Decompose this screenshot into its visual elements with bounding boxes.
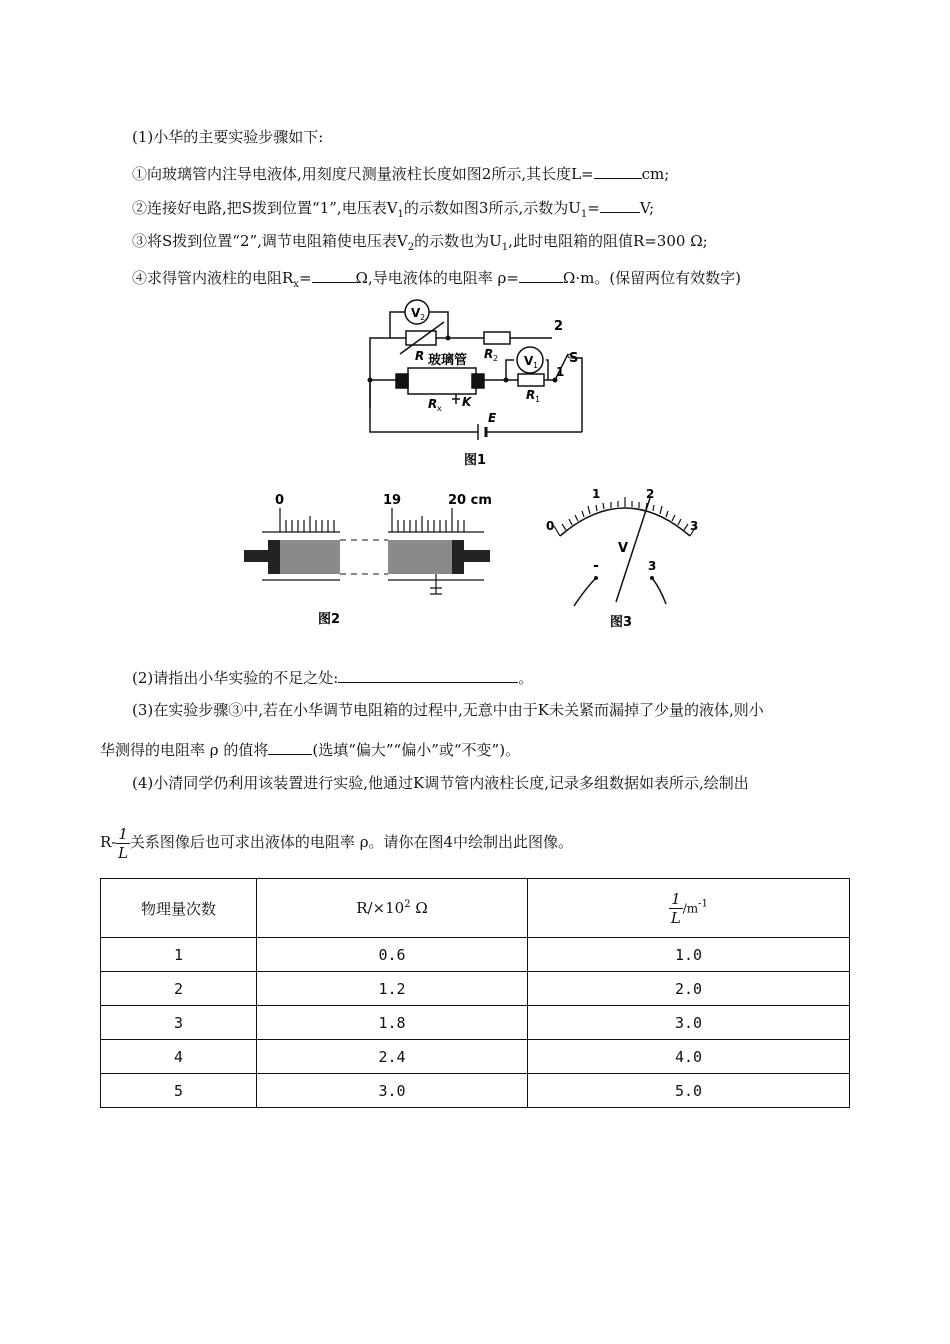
table-row (101, 1040, 850, 1074)
answer-blank-length[interactable] (594, 162, 642, 179)
fig1-caption: 图1 (464, 453, 487, 468)
q1-step4-sub-x: x (293, 279, 299, 290)
table-header-inverse-l (528, 879, 850, 938)
fig3-unit-v: V (618, 541, 629, 556)
table-cell-r: 2.4 (257, 1040, 528, 1074)
fig1-r2-sub: 2 (493, 354, 499, 363)
table-cell-r: 1.8 (257, 1006, 528, 1040)
q1-step3-sub-v2: 2 (407, 242, 415, 253)
fig3-tick-2: 2 (646, 487, 655, 501)
q3-line2 (100, 738, 520, 760)
fig3-terminal-3: 3 (648, 559, 657, 573)
q4-fraction-den: L (118, 843, 129, 862)
figure-1-circuit (360, 296, 600, 476)
table-header-inverse-l-sup: -1 (698, 898, 708, 909)
fig1-e-label: E (488, 411, 497, 425)
fig1-s-label: S (569, 351, 579, 366)
table-cell-count: 4 (101, 1040, 257, 1074)
fig1-pos2-label: 2 (554, 319, 564, 334)
q1-step1-text: ①向玻璃管内注导电液体,用刻度尺测量液柱长度如图2所示,其长度L= (132, 165, 594, 183)
fig1-v2-sub: 2 (420, 313, 426, 322)
table-row (101, 972, 850, 1006)
q4-text-b2: 关系图像后也可求出液体的电阻率 ρ。请你在图4中绘制出此图像。 (129, 833, 574, 851)
q2-end: 。 (518, 669, 534, 687)
table-header-r-sup: 2 (404, 899, 411, 910)
fig1-r2-label: R (484, 347, 494, 361)
table-header-r-unit: Ω (410, 899, 428, 917)
q1-step2-text-a: ②连接好电路,把S拨到位置“1”,电压表V (132, 199, 398, 217)
fig1-pos1-label: 1 (556, 365, 565, 379)
q1-step4-text-d: Ω·m。(保留两位有效数字) (562, 269, 742, 287)
q3-line1: (3)在实验步骤③中,若在小华调节电阻箱的过程中,无意中由于K未关紧而漏掉了少量的液体,则小 (132, 701, 764, 719)
fig1-rx-sub: x (437, 404, 442, 413)
q1-step3-text-b: 的示数也为U (414, 232, 502, 250)
q1-step3 (132, 231, 708, 258)
q1-step4-text-b: = (298, 269, 312, 287)
q2 (132, 666, 533, 688)
q1-step1-unit: cm; (641, 165, 670, 183)
answer-blank-resistance[interactable] (312, 266, 356, 283)
table-cell-r: 3.0 (257, 1074, 528, 1108)
data-table (100, 878, 850, 1108)
q3-text-b: 华测得的电阻率 ρ 的值将 (100, 741, 269, 759)
fig1-r1-label: R (526, 388, 536, 402)
table-header-count: 物理量次数 (101, 879, 257, 938)
table-header-fraction-den: L (670, 908, 681, 927)
q4-fraction-1-over-l (116, 825, 130, 862)
fig1-k-label: K (462, 395, 472, 409)
table-cell-r: 0.6 (257, 938, 528, 972)
table-row (101, 1006, 850, 1040)
table-header-r-text: R/×10 (356, 899, 405, 917)
table-cell-count: 3 (101, 1006, 257, 1040)
q1-step4-text-a: ④求得管内液柱的电阻R (132, 269, 294, 287)
q1-step2-sub-u1: 1 (580, 209, 588, 220)
fig2-tick-marks (280, 508, 464, 532)
q4-line2 (100, 822, 573, 862)
table-header-fraction (669, 890, 683, 927)
q1-step3-sub-u1: 1 (501, 242, 509, 253)
q1-step3-text-c: ,此时电阻箱的阻值R=300 Ω; (508, 232, 708, 250)
table-cell-count: 1 (101, 938, 257, 972)
table-cell-inverse-l: 5.0 (528, 1074, 850, 1108)
fig1-v1-sub: 1 (533, 361, 539, 370)
fig3-dial-ticks (554, 497, 699, 536)
table-cell-inverse-l: 1.0 (528, 938, 850, 972)
answer-blank-shortcoming[interactable] (338, 666, 518, 683)
fig3-terminal-minus: - (593, 558, 599, 574)
table-cell-r: 1.2 (257, 972, 528, 1006)
table-header-inverse-l-unit: /m (682, 901, 699, 915)
figure-2-ruler (240, 490, 500, 630)
fig3-tick-1: 1 (592, 487, 601, 501)
q1-step4 (132, 266, 741, 295)
q1-step4-text-c: Ω,导电液体的电阻率 ρ= (355, 269, 519, 287)
fig1-r-label: R (415, 349, 425, 363)
fig2-tick-19: 19 (383, 493, 402, 508)
fig2-tick-0: 0 (275, 493, 285, 508)
fig1-r1-sub: 1 (535, 395, 541, 404)
fig1-tube-label: 玻璃管 (428, 353, 468, 368)
fig1-rx-label: R (428, 397, 438, 411)
q1-intro: (1)小华的主要实验步骤如下: (132, 128, 324, 146)
table-header-row (101, 879, 850, 938)
figure-3-voltmeter (540, 484, 710, 634)
fig2-caption: 图2 (318, 612, 341, 627)
table-cell-inverse-l: 4.0 (528, 1040, 850, 1074)
fig1-v1-label: V (524, 354, 534, 368)
q1-step3-text-a: ③将S拨到位置“2”,调节电阻箱使电压表V (132, 232, 408, 250)
table-cell-count: 5 (101, 1074, 257, 1108)
fig3-tick-0: 0 (546, 519, 555, 533)
answer-blank-voltage[interactable] (600, 196, 640, 213)
answer-blank-resistivity-change[interactable] (268, 738, 312, 755)
fig2-tick-20: 20 cm (448, 493, 492, 508)
q3-text-c: (选填“偏大”“偏小”或“不变”)。 (312, 741, 521, 759)
fig3-caption: 图3 (610, 615, 633, 630)
table-cell-inverse-l: 2.0 (528, 972, 850, 1006)
q1-step2-unit: V; (639, 199, 655, 217)
table-cell-count: 2 (101, 972, 257, 1006)
answer-blank-resistivity[interactable] (519, 266, 563, 283)
fig1-v2-label: V (411, 306, 421, 320)
table-row (101, 1074, 850, 1108)
q1-step2 (132, 196, 654, 225)
q4-fraction-num: 1 (118, 824, 128, 843)
q1-step2-sub-v1: 1 (397, 209, 404, 220)
table-row (101, 938, 850, 972)
q4-line1: (4)小清同学仍利用该装置进行实验,他通过K调节管内液柱长度,记录多组数据如表所示,绘制出 (132, 774, 749, 792)
q2-text: (2)请指出小华实验的不足之处: (132, 669, 339, 687)
table-cell-inverse-l: 3.0 (528, 1006, 850, 1040)
q1-step1 (132, 162, 669, 184)
fig3-tick-3: 3 (690, 519, 699, 533)
q4-text-r: R- (100, 833, 117, 851)
q1-step2-text-b: 的示数如图3所示,示数为U (403, 199, 581, 217)
table-header-r (257, 879, 528, 938)
table-header-fraction-num: 1 (671, 889, 681, 908)
q1-step2-text-c: = (587, 199, 600, 217)
